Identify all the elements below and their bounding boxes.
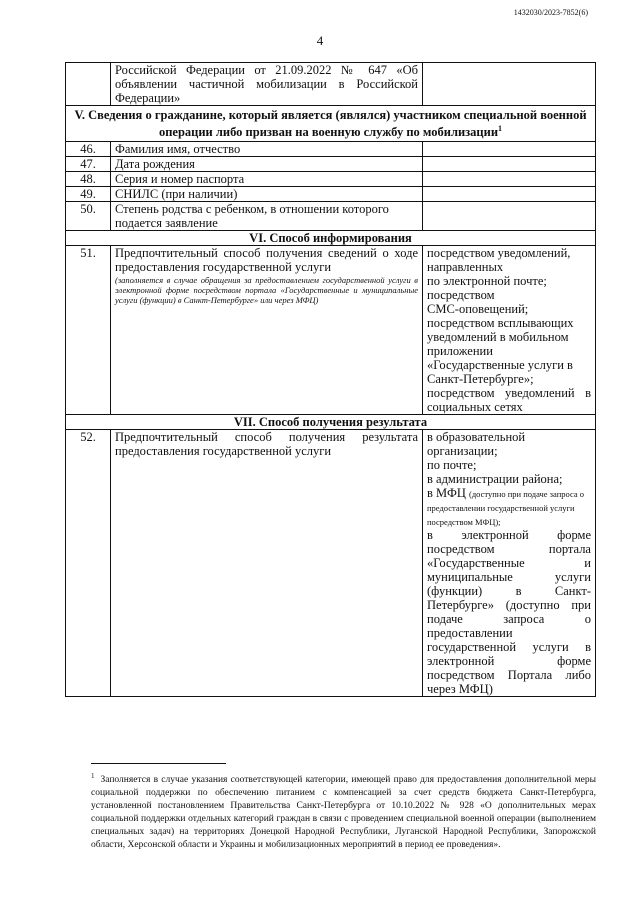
option-portal[interactable]: в электронной форме посредством портала «Государственные и муниципальные услуги (функции) в Санкт-Петербурге» (доступно при подаче запроса о предоставлении государственной услуги в электронной форме посредством Портала либо через МФЦ) bbox=[427, 528, 591, 697]
table-row bbox=[66, 187, 596, 202]
row-number-cell bbox=[66, 63, 111, 106]
row-number: 47. bbox=[66, 157, 111, 172]
field-value-full-name[interactable] bbox=[423, 142, 596, 157]
table-row bbox=[66, 157, 596, 172]
continued-row-value[interactable] bbox=[423, 63, 596, 106]
table-row bbox=[66, 246, 596, 415]
footnote-reference: 1 bbox=[498, 124, 503, 133]
footnote-text: Заполняется в случае указания соответствующей категории, имеющей право для предоставления дополнительной меры социальной поддержки по обеспечению питанием с компенсацией за счет средств бюджета Санкт-Петербурга, установленной постановлением Правительства Санкт-Петербурга от 10.10.2022 № 928 «О дополнительных мерах социальной поддержки отдельных категорий граждан в связи с проведением специальной военной операции (выполнением специальных задач) на территориях Донецкой Народной Республики, Луганской Народной Республики, Запорожской области, Херсонской области и Украины и мобилизационных мероприятий в период ее проведения». bbox=[91, 775, 596, 851]
option-mfc[interactable]: в МФЦ (доступно при подаче запроса о предоставлении государственной услуги посредством МФЦ); bbox=[427, 486, 584, 528]
table-row bbox=[66, 172, 596, 187]
field-label-birth-date: Дата рождения bbox=[111, 157, 423, 172]
row-number: 51. bbox=[66, 246, 111, 415]
section-5-title: V. Сведения о гражданине, который является (являлся) участником специальной военной операции либо призван на военную службу по мобилизации$^1$ bbox=[66, 106, 596, 142]
field-value-relationship[interactable] bbox=[423, 202, 596, 231]
field-value-passport[interactable] bbox=[423, 172, 596, 187]
field-value-birth-date[interactable] bbox=[423, 157, 596, 172]
option-sms-prefix[interactable]: посредством bbox=[427, 288, 495, 303]
notification-options bbox=[423, 246, 596, 415]
row-number: 50. bbox=[66, 202, 111, 231]
footnote bbox=[91, 770, 596, 852]
section-header-row bbox=[66, 415, 596, 430]
result-options bbox=[423, 430, 596, 697]
row-number: 52. bbox=[66, 430, 111, 697]
section-7-title: VII. Способ получения результата bbox=[66, 415, 596, 430]
field-label-notification-method: Предпочтительный способ получения сведений о ходе предоставления государственной услуги (заполняется в случае обращения за предоставлением государственной услуги в электронной форме посредством портала «Государственные и муниципальные услуги (функции) в Санкт-Петербурге» или через МФЦ) bbox=[111, 246, 423, 415]
option-school[interactable]: в образовательной организации; bbox=[427, 430, 526, 459]
option-email[interactable]: по электронной почте; bbox=[427, 274, 547, 289]
page-number: 4 bbox=[316, 33, 324, 48]
option-social[interactable]: посредством уведомлений в социальных сетях bbox=[427, 386, 591, 415]
field-label-passport: Серия и номер паспорта bbox=[111, 172, 423, 187]
table-row bbox=[66, 430, 596, 697]
application-form-table bbox=[65, 62, 596, 697]
row-number: 48. bbox=[66, 172, 111, 187]
option-app-name[interactable]: «Государственные услуги в Санкт-Петербурге»; bbox=[427, 358, 573, 387]
table-row bbox=[66, 202, 596, 231]
document-registration-number: 1432030/2023-7852(6) bbox=[513, 8, 588, 17]
section-6-title: VI. Способ информирования bbox=[66, 231, 596, 246]
footnote-divider bbox=[91, 763, 226, 764]
field-label-result-method: Предпочтительный способ получения результата предоставления государственной услуги bbox=[111, 430, 423, 697]
option-push[interactable]: посредством всплывающих уведомлений в мобильном приложении bbox=[427, 316, 574, 359]
section-header-row bbox=[66, 106, 596, 142]
footnote-mark: 1 bbox=[91, 772, 95, 780]
field-label-relationship: Степень родства с ребенком, в отношении которого подается заявление bbox=[111, 202, 423, 231]
row-number: 49. bbox=[66, 187, 111, 202]
continued-row-label: Российской Федерации от 21.09.2022 № 647 «Об объявлении частичной мобилизации в Российской Федерации» bbox=[111, 63, 423, 106]
option-sms[interactable]: СМС-оповещений; bbox=[427, 302, 529, 317]
field-label-snils: СНИЛС (при наличии) bbox=[111, 187, 423, 202]
option-notification[interactable]: посредством уведомлений, направленных bbox=[427, 246, 571, 275]
table-row bbox=[66, 63, 596, 106]
row-number: 46. bbox=[66, 142, 111, 157]
option-mfc-note: (доступно при подаче запроса о предоставлении государственной услуги посредством МФЦ); bbox=[427, 489, 584, 528]
field-value-snils[interactable] bbox=[423, 187, 596, 202]
section-header-row bbox=[66, 231, 596, 246]
field-label-full-name: Фамилия имя, отчество bbox=[111, 142, 423, 157]
option-district[interactable]: в администрации района; bbox=[427, 472, 563, 487]
field-note: (заполняется в случае обращения за предоставлением государственной услуги в электронной форме посредством портала «Государственные и муниципальные услуги (функции) в Санкт-Петербурге» или через МФЦ) bbox=[115, 275, 418, 306]
option-mail[interactable]: по почте; bbox=[427, 458, 477, 473]
table-row bbox=[66, 142, 596, 157]
